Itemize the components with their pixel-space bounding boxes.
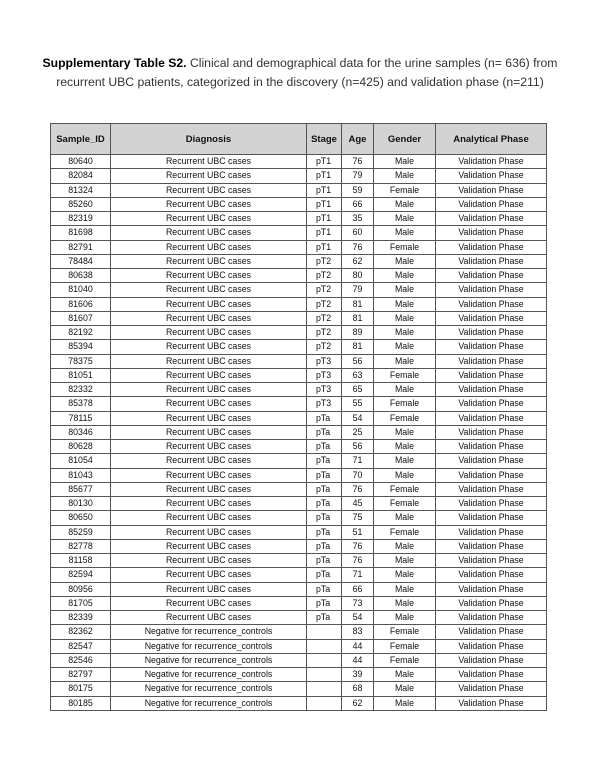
cell-sample-id: 81607 [51,311,111,325]
cell-gender: Male [374,326,436,340]
cell-stage: pT2 [307,297,342,311]
cell-gender: Male [374,283,436,297]
table-row [51,226,547,240]
table-row [51,212,547,226]
cell-sample-id: 80346 [51,425,111,439]
cell-gender: Female [374,368,436,382]
cell-analytical-phase: Validation Phase [436,639,547,653]
cell-analytical-phase: Validation Phase [436,511,547,525]
cell-diagnosis: Recurrent UBC cases [111,425,307,439]
cell-sample-id: 80640 [51,155,111,169]
table-row [51,497,547,511]
table-row [51,311,547,325]
cell-age: 54 [342,411,374,425]
cell-age: 35 [342,212,374,226]
cell-stage [307,639,342,653]
cell-analytical-phase: Validation Phase [436,596,547,610]
cell-age: 44 [342,639,374,653]
table-row [51,254,547,268]
cell-age: 71 [342,568,374,582]
cell-diagnosis: Recurrent UBC cases [111,497,307,511]
table-row [51,639,547,653]
cell-stage: pT2 [307,283,342,297]
cell-sample-id: 82546 [51,653,111,667]
table-row [51,197,547,211]
cell-gender: Male [374,269,436,283]
cell-diagnosis: Recurrent UBC cases [111,212,307,226]
cell-gender: Male [374,297,436,311]
cell-diagnosis: Recurrent UBC cases [111,411,307,425]
header-row [51,124,547,155]
table-row [51,482,547,496]
cell-analytical-phase: Validation Phase [436,197,547,211]
cell-gender: Female [374,183,436,197]
cell-gender: Male [374,169,436,183]
cell-age: 76 [342,155,374,169]
cell-gender: Female [374,525,436,539]
cell-age: 68 [342,682,374,696]
cell-sample-id: 82332 [51,383,111,397]
cell-gender: Male [374,340,436,354]
cell-age: 65 [342,383,374,397]
cell-analytical-phase: Validation Phase [436,283,547,297]
cell-analytical-phase: Validation Phase [436,497,547,511]
cell-sample-id: 80650 [51,511,111,525]
cell-diagnosis: Recurrent UBC cases [111,582,307,596]
cell-age: 76 [342,554,374,568]
samples-table [50,123,547,711]
cell-analytical-phase: Validation Phase [436,169,547,183]
cell-age: 80 [342,269,374,283]
table-row [51,297,547,311]
cell-diagnosis: Negative for recurrence_controls [111,653,307,667]
cell-age: 59 [342,183,374,197]
cell-diagnosis: Recurrent UBC cases [111,269,307,283]
cell-analytical-phase: Validation Phase [436,155,547,169]
cell-stage: pTa [307,454,342,468]
cell-stage: pTa [307,511,342,525]
caption-text: Clinical and demographical data for the urine samples (n= 636) from recurrent UBC patients, categorized in the discovery (n=425) and validation phase (n=211) [56,56,558,89]
cell-sample-id: 81698 [51,226,111,240]
cell-gender: Male [374,311,436,325]
table-row [51,340,547,354]
cell-age: 70 [342,468,374,482]
cell-gender: Male [374,440,436,454]
cell-analytical-phase: Validation Phase [436,696,547,710]
cell-sample-id: 78484 [51,254,111,268]
cell-diagnosis: Recurrent UBC cases [111,454,307,468]
cell-gender: Male [374,596,436,610]
cell-stage: pTa [307,554,342,568]
table-row [51,554,547,568]
cell-analytical-phase: Validation Phase [436,611,547,625]
cell-sample-id: 82797 [51,668,111,682]
cell-analytical-phase: Validation Phase [436,226,547,240]
cell-gender: Male [374,212,436,226]
cell-sample-id: 82362 [51,625,111,639]
cell-gender: Female [374,625,436,639]
cell-analytical-phase: Validation Phase [436,212,547,226]
cell-stage: pTa [307,497,342,511]
cell-diagnosis: Recurrent UBC cases [111,283,307,297]
table-row [51,454,547,468]
cell-age: 51 [342,525,374,539]
cell-analytical-phase: Validation Phase [436,468,547,482]
cell-analytical-phase: Validation Phase [436,539,547,553]
cell-diagnosis: Recurrent UBC cases [111,440,307,454]
table-row [51,269,547,283]
cell-age: 63 [342,368,374,382]
cell-age: 73 [342,596,374,610]
cell-gender: Male [374,197,436,211]
cell-diagnosis: Recurrent UBC cases [111,254,307,268]
cell-sample-id: 85677 [51,482,111,496]
table-row [51,468,547,482]
cell-age: 81 [342,311,374,325]
cell-sample-id: 85378 [51,397,111,411]
table-row [51,625,547,639]
cell-age: 66 [342,197,374,211]
cell-diagnosis: Recurrent UBC cases [111,611,307,625]
cell-sample-id: 78375 [51,354,111,368]
cell-sample-id: 82778 [51,539,111,553]
cell-analytical-phase: Validation Phase [436,311,547,325]
cell-age: 76 [342,539,374,553]
cell-sample-id: 80628 [51,440,111,454]
cell-diagnosis: Negative for recurrence_controls [111,668,307,682]
cell-age: 54 [342,611,374,625]
cell-age: 56 [342,440,374,454]
cell-sample-id: 80175 [51,682,111,696]
cell-diagnosis: Negative for recurrence_controls [111,696,307,710]
cell-diagnosis: Recurrent UBC cases [111,397,307,411]
cell-age: 81 [342,297,374,311]
cell-stage [307,625,342,639]
cell-analytical-phase: Validation Phase [436,297,547,311]
cell-sample-id: 81040 [51,283,111,297]
cell-diagnosis: Recurrent UBC cases [111,568,307,582]
cell-age: 39 [342,668,374,682]
cell-diagnosis: Recurrent UBC cases [111,539,307,553]
cell-diagnosis: Recurrent UBC cases [111,482,307,496]
cell-gender: Female [374,240,436,254]
cell-age: 62 [342,696,374,710]
cell-sample-id: 82319 [51,212,111,226]
table-row [51,283,547,297]
cell-sample-id: 81705 [51,596,111,610]
cell-analytical-phase: Validation Phase [436,682,547,696]
cell-age: 76 [342,482,374,496]
cell-sample-id: 80185 [51,696,111,710]
cell-stage: pT1 [307,226,342,240]
cell-stage: pT2 [307,340,342,354]
cell-sample-id: 81158 [51,554,111,568]
cell-diagnosis: Recurrent UBC cases [111,169,307,183]
cell-diagnosis: Recurrent UBC cases [111,197,307,211]
cell-age: 89 [342,326,374,340]
cell-stage: pTa [307,468,342,482]
table-row [51,611,547,625]
table-body [51,155,547,711]
cell-diagnosis: Negative for recurrence_controls [111,682,307,696]
cell-sample-id: 82084 [51,169,111,183]
cell-diagnosis: Recurrent UBC cases [111,596,307,610]
cell-age: 45 [342,497,374,511]
table-row [51,425,547,439]
cell-gender: Female [374,639,436,653]
cell-gender: Male [374,682,436,696]
cell-stage: pT2 [307,326,342,340]
cell-age: 44 [342,653,374,667]
cell-gender: Male [374,539,436,553]
cell-stage: pTa [307,482,342,496]
cell-age: 79 [342,283,374,297]
cell-sample-id: 80956 [51,582,111,596]
table-row [51,525,547,539]
cell-gender: Male [374,454,436,468]
cell-sample-id: 82192 [51,326,111,340]
cell-sample-id: 78115 [51,411,111,425]
cell-analytical-phase: Validation Phase [436,653,547,667]
cell-analytical-phase: Validation Phase [436,454,547,468]
cell-stage: pTa [307,611,342,625]
table-row [51,653,547,667]
table-row [51,696,547,710]
cell-sample-id: 85259 [51,525,111,539]
header-gender: Gender [374,124,436,155]
cell-stage: pT3 [307,397,342,411]
table-row [51,169,547,183]
cell-stage: pT1 [307,155,342,169]
table-row [51,682,547,696]
cell-diagnosis: Recurrent UBC cases [111,340,307,354]
cell-gender: Male [374,468,436,482]
cell-gender: Female [374,653,436,667]
cell-sample-id: 82339 [51,611,111,625]
table-row [51,397,547,411]
cell-stage: pT3 [307,383,342,397]
cell-diagnosis: Recurrent UBC cases [111,368,307,382]
cell-stage: pT1 [307,183,342,197]
cell-analytical-phase: Validation Phase [436,254,547,268]
table-row [51,568,547,582]
cell-age: 25 [342,425,374,439]
cell-diagnosis: Recurrent UBC cases [111,354,307,368]
table-row [51,354,547,368]
cell-stage: pT2 [307,311,342,325]
table-row [51,440,547,454]
cell-gender: Male [374,354,436,368]
table-row [51,368,547,382]
cell-diagnosis: Recurrent UBC cases [111,511,307,525]
cell-analytical-phase: Validation Phase [436,269,547,283]
cell-analytical-phase: Validation Phase [436,625,547,639]
cell-age: 55 [342,397,374,411]
cell-stage: pTa [307,596,342,610]
cell-sample-id: 81324 [51,183,111,197]
cell-diagnosis: Recurrent UBC cases [111,326,307,340]
cell-gender: Female [374,397,436,411]
cell-age: 76 [342,240,374,254]
cell-stage: pT1 [307,212,342,226]
table-row [51,183,547,197]
cell-diagnosis: Recurrent UBC cases [111,525,307,539]
cell-stage: pT2 [307,254,342,268]
header-analytical-phase: Analytical Phase [436,124,547,155]
cell-diagnosis: Recurrent UBC cases [111,240,307,254]
cell-analytical-phase: Validation Phase [436,354,547,368]
cell-analytical-phase: Validation Phase [436,397,547,411]
cell-stage: pTa [307,425,342,439]
cell-stage: pTa [307,411,342,425]
cell-gender: Male [374,226,436,240]
header-age: Age [342,124,374,155]
cell-stage [307,696,342,710]
cell-sample-id: 82791 [51,240,111,254]
cell-gender: Male [374,425,436,439]
cell-diagnosis: Recurrent UBC cases [111,155,307,169]
cell-age: 66 [342,582,374,596]
cell-sample-id: 80130 [51,497,111,511]
cell-analytical-phase: Validation Phase [436,440,547,454]
cell-analytical-phase: Validation Phase [436,340,547,354]
header-sample-id: Sample_ID [51,124,111,155]
cell-stage: pTa [307,539,342,553]
cell-analytical-phase: Validation Phase [436,326,547,340]
cell-gender: Female [374,411,436,425]
table-row [51,326,547,340]
table-row [51,582,547,596]
cell-gender: Male [374,155,436,169]
cell-stage: pTa [307,568,342,582]
cell-sample-id: 82594 [51,568,111,582]
cell-sample-id: 80638 [51,269,111,283]
cell-diagnosis: Recurrent UBC cases [111,311,307,325]
cell-diagnosis: Recurrent UBC cases [111,383,307,397]
table-row [51,240,547,254]
cell-analytical-phase: Validation Phase [436,582,547,596]
cell-stage [307,653,342,667]
table-row [51,668,547,682]
cell-analytical-phase: Validation Phase [436,525,547,539]
cell-gender: Male [374,554,436,568]
cell-stage: pT2 [307,269,342,283]
cell-age: 83 [342,625,374,639]
cell-analytical-phase: Validation Phase [436,568,547,582]
table-row [51,383,547,397]
cell-age: 62 [342,254,374,268]
cell-age: 79 [342,169,374,183]
cell-analytical-phase: Validation Phase [436,183,547,197]
cell-age: 71 [342,454,374,468]
cell-sample-id: 85260 [51,197,111,211]
cell-stage: pTa [307,582,342,596]
cell-diagnosis: Recurrent UBC cases [111,554,307,568]
cell-diagnosis: Negative for recurrence_controls [111,639,307,653]
cell-stage: pT3 [307,354,342,368]
cell-stage: pT1 [307,169,342,183]
cell-gender: Male [374,611,436,625]
cell-gender: Male [374,668,436,682]
table-row [51,596,547,610]
cell-diagnosis: Recurrent UBC cases [111,226,307,240]
cell-age: 60 [342,226,374,240]
cell-diagnosis: Recurrent UBC cases [111,297,307,311]
table-caption [40,54,560,92]
cell-diagnosis: Recurrent UBC cases [111,468,307,482]
cell-gender: Male [374,511,436,525]
cell-age: 56 [342,354,374,368]
cell-sample-id: 81606 [51,297,111,311]
cell-sample-id: 81051 [51,368,111,382]
cell-analytical-phase: Validation Phase [436,668,547,682]
cell-stage [307,668,342,682]
cell-analytical-phase: Validation Phase [436,482,547,496]
caption-lead: Supplementary Table S2. [42,56,187,70]
cell-sample-id: 81054 [51,454,111,468]
cell-gender: Male [374,254,436,268]
cell-stage [307,682,342,696]
cell-gender: Male [374,696,436,710]
cell-age: 75 [342,511,374,525]
cell-stage: pTa [307,440,342,454]
cell-analytical-phase: Validation Phase [436,554,547,568]
cell-analytical-phase: Validation Phase [436,425,547,439]
cell-gender: Male [374,383,436,397]
cell-analytical-phase: Validation Phase [436,383,547,397]
cell-age: 81 [342,340,374,354]
cell-gender: Female [374,497,436,511]
cell-stage: pT1 [307,240,342,254]
cell-sample-id: 82547 [51,639,111,653]
cell-stage: pTa [307,525,342,539]
cell-stage: pT3 [307,368,342,382]
cell-diagnosis: Negative for recurrence_controls [111,625,307,639]
cell-gender: Male [374,582,436,596]
header-stage: Stage [307,124,342,155]
cell-sample-id: 85394 [51,340,111,354]
table-row [51,539,547,553]
cell-diagnosis: Recurrent UBC cases [111,183,307,197]
cell-analytical-phase: Validation Phase [436,411,547,425]
header-diagnosis: Diagnosis [111,124,307,155]
cell-sample-id: 81043 [51,468,111,482]
cell-analytical-phase: Validation Phase [436,368,547,382]
table-row [51,411,547,425]
cell-gender: Female [374,482,436,496]
cell-stage: pT1 [307,197,342,211]
cell-gender: Male [374,568,436,582]
table-row [51,155,547,169]
table-row [51,511,547,525]
cell-analytical-phase: Validation Phase [436,240,547,254]
